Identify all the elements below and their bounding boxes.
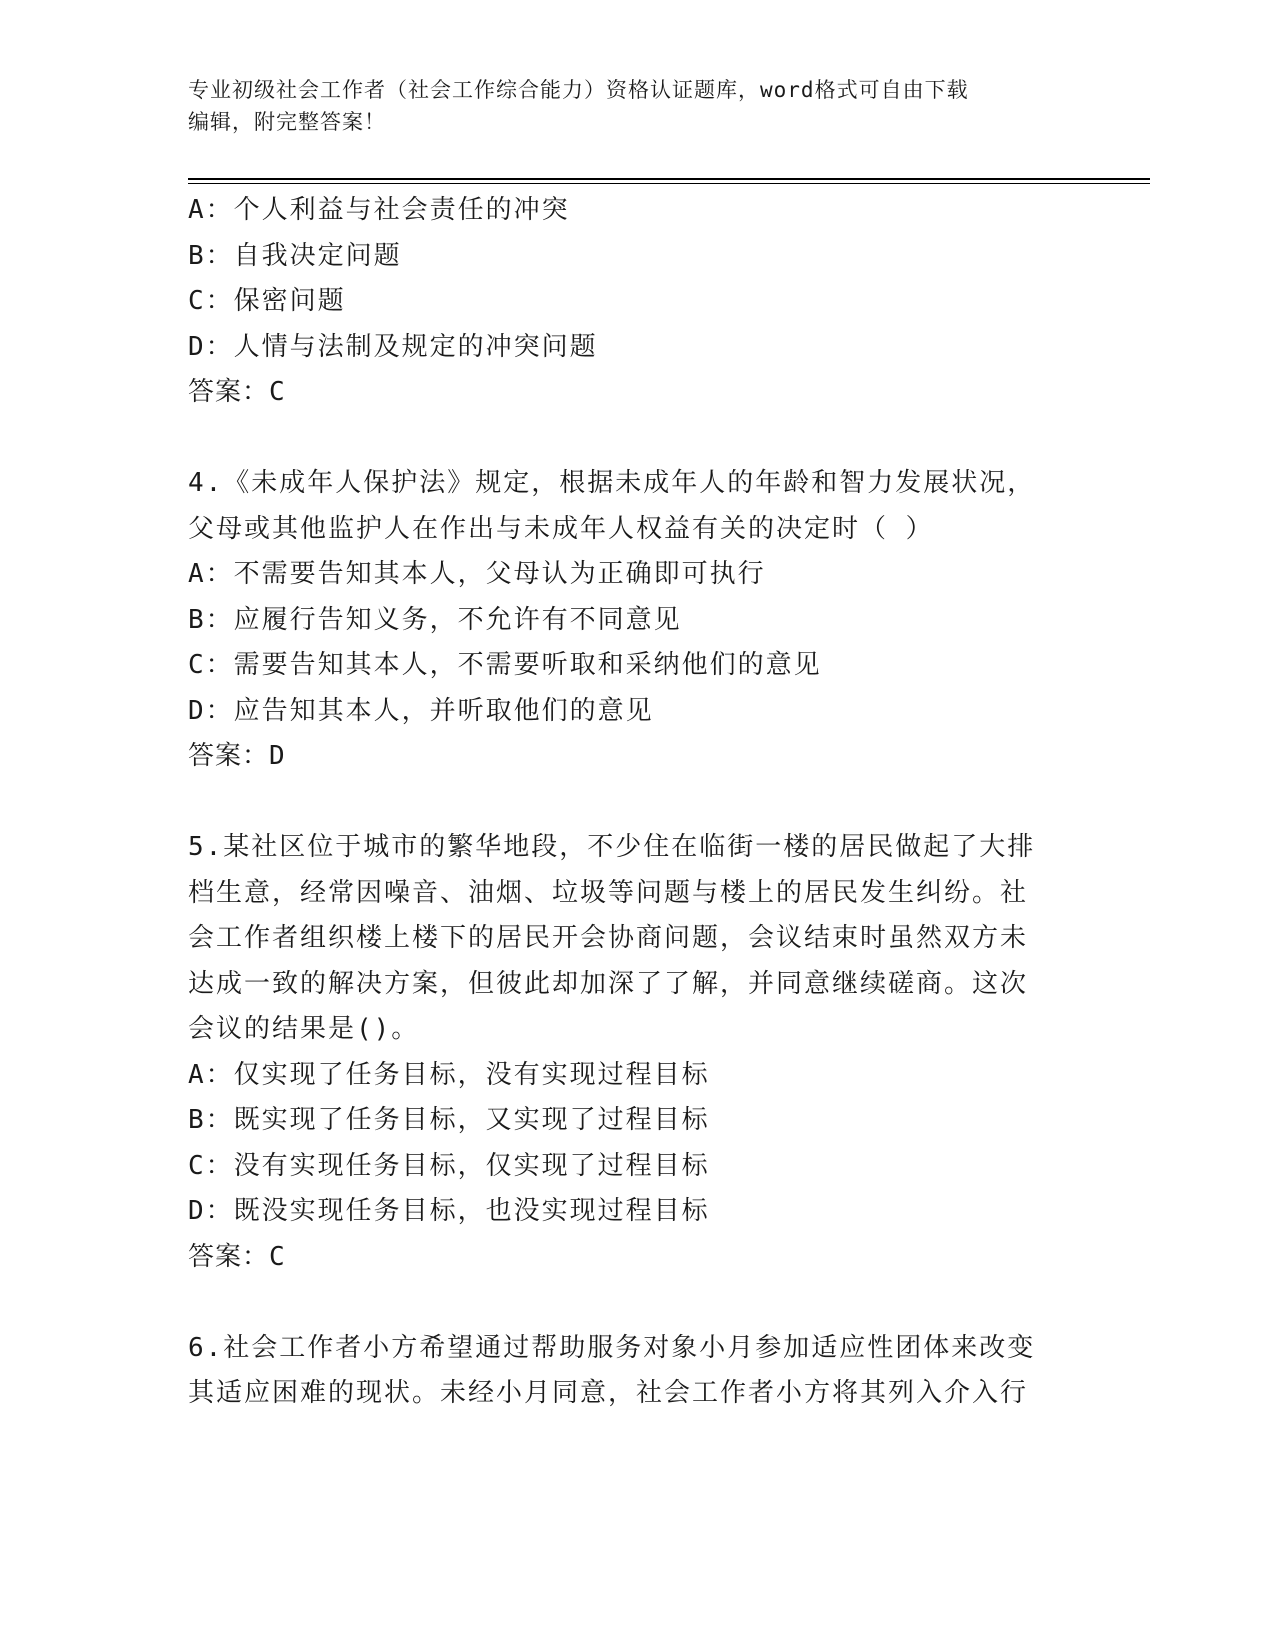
option-c: C：保密问题: [188, 286, 346, 316]
question-text-line: 6.社会工作者小方希望通过帮助服务对象小月参加适应性团体来改变: [188, 1332, 1036, 1363]
spacer: [188, 780, 1068, 826]
question-5: [188, 825, 1068, 1280]
spacer: [188, 416, 1068, 462]
option-b: B：自我决定问题: [188, 240, 402, 271]
question-3: [188, 188, 1068, 416]
question-6: [188, 1326, 1068, 1417]
option-d: D：人情与法制及规定的冲突问题: [188, 331, 598, 362]
answer: 答案：C: [188, 377, 286, 407]
option-d: D：既没实现任务目标，也没实现过程目标: [188, 1196, 710, 1226]
question-4: [188, 461, 1068, 780]
header-line-1: 专业初级社会工作者（社会工作综合能力）资格认证题库，word格式可自由下载: [188, 78, 969, 102]
question-text-line: 会工作者组织楼上楼下的居民开会协商问题，会议结束时虽然双方未: [188, 923, 1029, 953]
question-text-line: 达成一致的解决方案，但彼此却加深了了解，并同意继续磋商。这次: [188, 968, 1029, 999]
option-b: B：既实现了任务目标，又实现了过程目标: [188, 1105, 710, 1135]
question-text-line: 档生意，经常因噪音、油烟、垃圾等问题与楼上的居民发生纠纷。社: [188, 877, 1029, 908]
option-c: C：需要告知其本人，不需要听取和采纳他们的意见: [188, 650, 822, 680]
header-rule-thin: [188, 183, 1150, 184]
header-rule-thick: [188, 178, 1150, 180]
question-text-line: 父母或其他监护人在作出与未成年人权益有关的决定时（ ）: [188, 513, 934, 544]
question-content: [188, 188, 1068, 1417]
option-a: A：仅实现了任务目标，没有实现过程目标: [188, 1059, 710, 1090]
question-text-line: 4.《未成年人保护法》规定，根据未成年人的年龄和智力发展状况，: [188, 468, 1036, 498]
question-text-line: 会议的结果是()。: [188, 1014, 420, 1044]
option-d: D：应告知其本人，并听取他们的意见: [188, 695, 654, 726]
question-text-line: 其适应困难的现状。未经小月同意，社会工作者小方将其列入介入行: [188, 1378, 1029, 1408]
option-c: C：没有实现任务目标，仅实现了过程目标: [188, 1150, 710, 1181]
spacer: [188, 1280, 1068, 1326]
document-header: [188, 74, 1068, 138]
question-text-line: 5.某社区位于城市的繁华地段，不少住在临街一楼的居民做起了大排: [188, 832, 1036, 862]
answer: 答案：C: [188, 1241, 286, 1272]
option-b: B：应履行告知义务，不允许有不同意见: [188, 604, 682, 635]
answer: 答案：D: [188, 741, 286, 771]
option-a: A：不需要告知其本人，父母认为正确即可执行: [188, 559, 766, 589]
header-line-2: 编辑，附完整答案！: [188, 110, 386, 134]
option-a: A：个人利益与社会责任的冲突: [188, 195, 570, 225]
